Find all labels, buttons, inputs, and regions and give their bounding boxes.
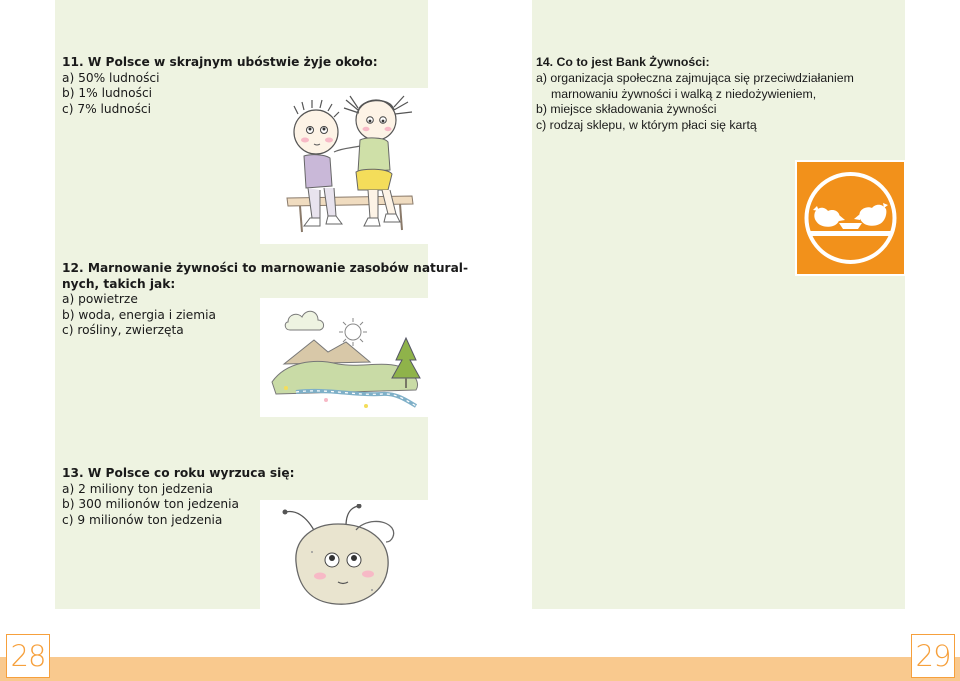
question-13-option-b: b) 300 milionów ton jedzenia [62, 497, 239, 512]
question-14 [536, 55, 854, 134]
question-12-option-c: c) rośliny, zwierzęta [62, 323, 184, 338]
potato-character-illustration [276, 504, 416, 608]
question-14-title: 14. Co to jest Bank Żywności: [536, 55, 710, 69]
question-14-option-a-cont: marnowaniu żywności i walką z niedożywieniem, [551, 86, 817, 101]
question-11-option-a: a) 50% ludności [62, 70, 160, 85]
footer-band [0, 657, 960, 681]
question-14-option-b: b) miejsce składowania żywności [536, 102, 717, 117]
question-13-option-c: c) 9 milionów ton jedzenia [62, 512, 223, 527]
question-12-title-line2: nych, takich jak: [62, 276, 176, 291]
question-11-option-b: b) 1% ludności [62, 86, 153, 101]
question-13-title: 13. W Polsce co roku wyrzuca się: [62, 466, 295, 480]
question-14-option-a: a) organizacja społeczna zajmująca się przeciwdziałaniem [536, 70, 854, 85]
page-number-left: 28 [6, 634, 50, 678]
food-bank-logo [795, 160, 906, 276]
question-13 [62, 466, 295, 528]
question-12-option-b: b) woda, energia i ziemia [62, 307, 216, 322]
question-13-option-a: a) 2 miliony ton jedzenia [62, 481, 213, 496]
landscape-illustration [266, 302, 426, 414]
kids-on-bench-illustration [272, 90, 422, 242]
question-11-title: 11. W Polsce w skrajnym ubóstwie żyje około: [62, 55, 378, 69]
question-11-option-c: c) 7% ludności [62, 101, 152, 116]
food-bank-birds-icon [795, 160, 906, 276]
question-14-option-c: c) rodzaj sklepu, w którym płaci się kartą [536, 118, 757, 133]
question-12-option-a: a) powietrze [62, 292, 138, 307]
question-12-title-line1: 12. Marnowanie żywności to marnowanie zasobów natural- [62, 261, 469, 275]
page-number-right: 29 [911, 634, 955, 678]
